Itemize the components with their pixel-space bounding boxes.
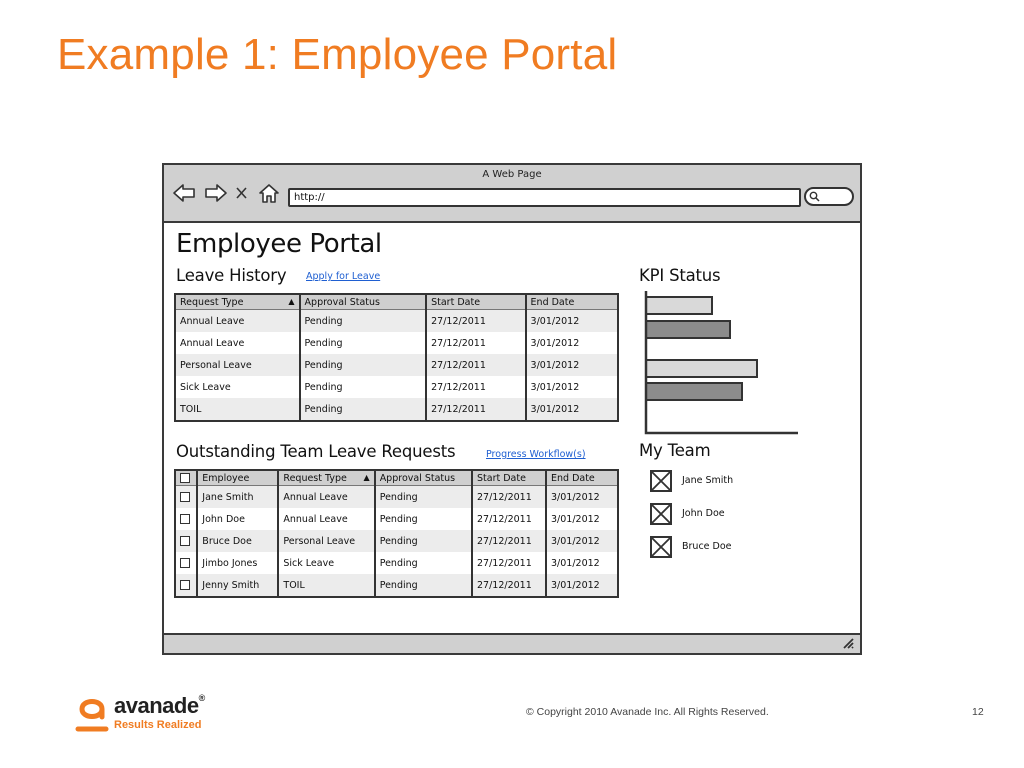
- apply-for-leave-link[interactable]: Apply for Leave: [306, 271, 381, 282]
- table-cell: Sick Leave: [278, 552, 374, 574]
- table-row[interactable]: [175, 574, 618, 597]
- checkbox-icon: [180, 492, 190, 502]
- table-cell: Bruce Doe: [197, 530, 278, 552]
- column-header[interactable]: [175, 294, 300, 310]
- table-cell: 3/01/2012: [546, 486, 618, 509]
- table-cell: 27/12/2011: [472, 552, 546, 574]
- table-cell: 27/12/2011: [472, 530, 546, 552]
- column-header-label: Start Date: [431, 296, 481, 308]
- table-cell: Sick Leave: [175, 376, 300, 398]
- leave-history-table: [174, 293, 619, 422]
- column-header-label: Approval Status: [304, 296, 380, 308]
- column-header[interactable]: [300, 294, 427, 310]
- avanade-logo: [74, 689, 274, 739]
- column-header[interactable]: [526, 294, 618, 310]
- row-checkbox[interactable]: [175, 486, 197, 509]
- sort-ascending-icon[interactable]: ▲: [363, 473, 370, 482]
- table-row[interactable]: [175, 310, 618, 333]
- browser-window: [162, 163, 862, 655]
- table-cell: Jenny Smith: [197, 574, 278, 597]
- avatar-placeholder-icon: [650, 536, 672, 558]
- table-cell: John Doe: [197, 508, 278, 530]
- table-cell: 27/12/2011: [426, 376, 525, 398]
- browser-toolbar: [164, 165, 860, 223]
- kpi-status-heading: KPI Status: [639, 266, 721, 285]
- page-number: 12: [972, 706, 984, 718]
- table-cell: 3/01/2012: [546, 508, 618, 530]
- kpi-bar: [646, 383, 742, 400]
- table-cell: Pending: [375, 486, 472, 509]
- table-cell: 3/01/2012: [546, 530, 618, 552]
- checkbox-icon: [180, 536, 190, 546]
- row-checkbox[interactable]: [175, 552, 197, 574]
- search-field[interactable]: [804, 187, 854, 206]
- table-cell: Personal Leave: [175, 354, 300, 376]
- progress-workflow-link[interactable]: Progress Workflow(s): [486, 449, 586, 460]
- team-member-name: John Doe: [682, 508, 725, 519]
- table-cell: Pending: [375, 574, 472, 597]
- column-header-label: Employee: [202, 472, 250, 484]
- table-cell: Jimbo Jones: [197, 552, 278, 574]
- search-icon: [809, 191, 820, 202]
- table-cell: 3/01/2012: [526, 310, 618, 333]
- table-cell: Annual Leave: [175, 332, 300, 354]
- table-cell: Annual Leave: [278, 486, 374, 509]
- avatar-placeholder-icon: [650, 503, 672, 525]
- table-cell: 27/12/2011: [472, 486, 546, 509]
- column-header-label: Approval Status: [379, 472, 456, 484]
- table-cell: 3/01/2012: [526, 376, 618, 398]
- close-x-icon[interactable]: [234, 183, 250, 203]
- logo-tagline: Results Realized: [114, 719, 202, 731]
- avanade-wordmark: [114, 693, 205, 719]
- column-header-label: Request Type: [283, 472, 347, 484]
- team-member-name: Jane Smith: [682, 475, 734, 486]
- column-header-label: End Date: [530, 296, 575, 308]
- column-header[interactable]: [426, 294, 525, 310]
- table-row[interactable]: [175, 508, 618, 530]
- column-header[interactable]: [197, 470, 278, 486]
- leave-history-heading: Leave History: [176, 266, 287, 285]
- table-header-row: [175, 294, 618, 310]
- row-checkbox[interactable]: [175, 530, 197, 552]
- address-bar[interactable]: http://: [288, 188, 801, 207]
- table-cell: TOIL: [175, 398, 300, 421]
- window-title: A Web Page: [482, 169, 542, 180]
- table-cell: 3/01/2012: [526, 332, 618, 354]
- slide-title: Example 1: Employee Portal: [57, 30, 618, 79]
- table-cell: 3/01/2012: [526, 398, 618, 421]
- column-header-label: Request Type: [180, 296, 244, 308]
- column-header[interactable]: [278, 470, 374, 486]
- table-cell: Jane Smith: [197, 486, 278, 509]
- column-header[interactable]: [472, 470, 546, 486]
- team-member-name: Bruce Doe: [682, 541, 732, 552]
- table-cell: Pending: [300, 310, 427, 333]
- table-cell: TOIL: [278, 574, 374, 597]
- table-cell: 27/12/2011: [472, 574, 546, 597]
- kpi-bar: [646, 360, 757, 377]
- kpi-bar: [646, 321, 730, 338]
- table-cell: Pending: [300, 376, 427, 398]
- table-cell: 3/01/2012: [526, 354, 618, 376]
- table-cell: 3/01/2012: [546, 574, 618, 597]
- forward-arrow-icon[interactable]: [204, 183, 228, 203]
- table-cell: 27/12/2011: [472, 508, 546, 530]
- checkbox-icon: [180, 558, 190, 568]
- row-checkbox[interactable]: [175, 574, 197, 597]
- column-header[interactable]: [375, 470, 472, 486]
- table-row[interactable]: [175, 376, 618, 398]
- table-cell: Pending: [300, 354, 427, 376]
- logo-word: avanade: [114, 693, 199, 718]
- column-header-label: End Date: [551, 472, 595, 484]
- kpi-bar: [646, 297, 712, 314]
- back-arrow-icon[interactable]: [172, 183, 196, 203]
- column-header[interactable]: [546, 470, 618, 486]
- table-cell: Pending: [375, 552, 472, 574]
- row-checkbox[interactable]: [175, 508, 197, 530]
- table-cell: Personal Leave: [278, 530, 374, 552]
- browser-status-bar: [164, 633, 860, 653]
- table-cell: Annual Leave: [175, 310, 300, 333]
- my-team-heading: My Team: [639, 441, 711, 460]
- copyright-text: © Copyright 2010 Avanade Inc. All Rights Reserved.: [526, 706, 769, 718]
- table-row[interactable]: [175, 398, 618, 421]
- table-cell: Annual Leave: [278, 508, 374, 530]
- page-heading: Employee Portal: [176, 229, 382, 259]
- team-requests-table: [174, 469, 619, 598]
- home-icon[interactable]: [257, 183, 281, 203]
- table-row[interactable]: [175, 486, 618, 509]
- checkbox-icon: [180, 514, 190, 524]
- kpi-bar-chart: [642, 287, 802, 437]
- table-cell: Pending: [300, 332, 427, 354]
- table-cell: Pending: [375, 530, 472, 552]
- sort-ascending-icon[interactable]: ▲: [288, 297, 295, 306]
- team-requests-heading: Outstanding Team Leave Requests: [176, 442, 456, 461]
- table-cell: 27/12/2011: [426, 332, 525, 354]
- column-header-label: Start Date: [477, 472, 526, 484]
- table-row[interactable]: [175, 332, 618, 354]
- resize-grip-icon[interactable]: [842, 637, 856, 649]
- checkbox-icon: [180, 580, 190, 590]
- table-row[interactable]: [175, 354, 618, 376]
- table-row[interactable]: [175, 552, 618, 574]
- registered-mark: ®: [198, 693, 205, 703]
- avatar-placeholder-icon: [650, 470, 672, 492]
- table-row[interactable]: [175, 530, 618, 552]
- table-cell: 27/12/2011: [426, 310, 525, 333]
- table-cell: 3/01/2012: [546, 552, 618, 574]
- table-header-row: [175, 470, 618, 486]
- avanade-logo-mark-icon: [74, 689, 114, 735]
- table-cell: Pending: [300, 398, 427, 421]
- table-cell: 27/12/2011: [426, 354, 525, 376]
- table-cell: Pending: [375, 508, 472, 530]
- checkbox-icon: [180, 473, 190, 483]
- table-cell: 27/12/2011: [426, 398, 525, 421]
- select-all-checkbox[interactable]: [175, 470, 197, 486]
